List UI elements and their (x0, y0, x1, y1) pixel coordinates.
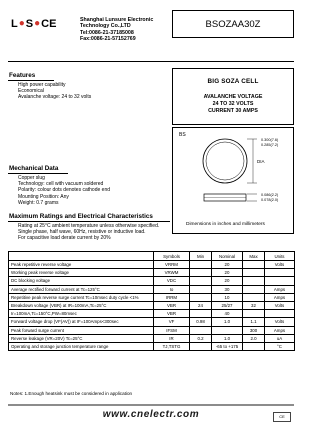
desc-line-3: CURRENT 30 AMPS (208, 107, 258, 114)
table-cell: Peak repetitive reverse voltage (9, 261, 154, 269)
table-cell: Amps (265, 293, 295, 301)
mechanical-item: Weight: 0.7 grams (18, 199, 59, 206)
table-cell: Io (154, 285, 190, 293)
table-cell: -65 to +175 (212, 342, 243, 350)
col-header-nominal: Nominal (212, 252, 243, 261)
table-cell: 0.2 (190, 334, 212, 342)
table-cell: 30 (212, 285, 243, 293)
table-cell (243, 342, 265, 350)
table-cell (190, 326, 212, 334)
table-cell: Ir=100mA,Tc=150°C,PW=80msec (9, 310, 154, 318)
table-cell (265, 277, 295, 285)
table-row (9, 318, 295, 326)
part-number: BSOZAA30Z (205, 18, 261, 30)
feature-item: Avalanche voltage: 24 to 32 volts (18, 94, 92, 101)
table-cell: VRRM (154, 261, 190, 269)
description-box (172, 68, 294, 125)
table-cell: Operating and storage junction temperature range (9, 342, 154, 350)
table-cell (243, 285, 265, 293)
table-cell: Breakdown voltage (VBR) at IR=100mA,Tc=25°C (9, 301, 154, 309)
features-title: Features (9, 72, 36, 79)
mechanical-list (18, 175, 110, 206)
dim-bottom-2: 0.078(2.0) (261, 198, 279, 202)
table-cell: Volts (265, 261, 295, 269)
table-cell: 1.1 (243, 318, 265, 326)
table-cell (190, 310, 212, 318)
table-cell: 32 (243, 301, 265, 309)
table-cell (190, 285, 212, 293)
table-cell: 1.0 (212, 318, 243, 326)
part-number-box (172, 10, 294, 38)
desc-line-2: 24 TO 32 VOLTS (212, 100, 254, 107)
table-cell: IRRM (154, 293, 190, 301)
table-cell: Amps (265, 285, 295, 293)
table-cell: 10 (212, 293, 243, 301)
company-fax: Fax:0086-21-57152769 (80, 36, 136, 43)
table-cell (243, 277, 265, 285)
table-cell: °C (265, 342, 295, 350)
ratings-title: Maximum Ratings and Electrical Characteristics (9, 213, 153, 220)
company-logo: L ● S ● CE (11, 18, 57, 30)
cell-inner-outline (206, 142, 244, 180)
dim-top-2: 0.285(7.2) (261, 143, 279, 147)
website-link[interactable]: www.cnelectr.com (102, 409, 200, 420)
table-cell: Amps (265, 326, 295, 334)
table-cell: 20 (212, 261, 243, 269)
company-name: Shanghai Lunsure Electronic (80, 17, 154, 23)
table-cell (190, 293, 212, 301)
table-row (9, 261, 295, 269)
col-header-symbols: Symbols (154, 252, 190, 261)
table-row (9, 301, 295, 309)
dia-label: DIA (257, 159, 265, 164)
table-cell: IR (154, 334, 190, 342)
dimensions-note: Dimensions in inches and millimeters (186, 222, 265, 227)
table-cell (190, 269, 212, 277)
col-header-units: Units (265, 252, 295, 261)
table-cell (243, 269, 265, 277)
mechanical-item: Polarity: colour dots denotes cathode end (18, 187, 111, 194)
table-cell: Reverse leakage (VR=20V) Tc=25°C (9, 334, 154, 342)
company-info (80, 17, 153, 43)
table-cell: Volts (265, 318, 295, 326)
table-cell: 40 (212, 310, 243, 318)
rating-line: For capacitive load derate current by 20% (18, 235, 111, 242)
desc-line-1: AVALANCHE VOLTAGE (203, 94, 263, 100)
table-cell: VBR (154, 301, 190, 309)
company-name-2: Technology Co.,LTD (80, 23, 131, 30)
rating-line: Single phase, half wave, 60Hz, resistive or inductive load. (18, 229, 146, 236)
spec-table (8, 251, 295, 351)
table-cell: uA (265, 334, 295, 342)
dim-top-1: 0.300(7.6) (261, 138, 279, 142)
footer-divider (8, 404, 294, 406)
table-cell: IFSM (154, 326, 190, 334)
cell-outline (203, 139, 247, 183)
table-cell: Working peak reverse voltage (9, 269, 154, 277)
table-cell: VBR (154, 310, 190, 318)
table-cell (190, 261, 212, 269)
table-cell: 1.0 (212, 334, 243, 342)
table-cell (265, 269, 295, 277)
features-list (18, 82, 91, 101)
table-row (9, 293, 295, 301)
notes: Notes: 1.Enough heatsink must be considered in application (10, 391, 133, 396)
table-cell: Repetitive peak reverse surge current Tc=10msec duty cycle <1% (9, 293, 154, 301)
table-cell (243, 310, 265, 318)
table-cell: DC blocking voltage (9, 277, 154, 285)
table-row (9, 310, 295, 318)
table-row (9, 277, 295, 285)
table-row (9, 285, 295, 293)
col-header-param (9, 252, 154, 261)
table-row (9, 326, 295, 334)
table-cell: Forward voltage drop (VF(AV)) at IF=100Amps<300sec (9, 318, 154, 326)
table-cell (265, 310, 295, 318)
product-title: BIG SOZA CELL (207, 78, 259, 85)
mechanical-title: Mechanical Data (9, 165, 59, 172)
mechanical-item: Technology: cell with vacuum soldered (18, 181, 104, 188)
table-cell: 20 (212, 277, 243, 285)
mechanical-item: Copper slug (18, 175, 45, 181)
table-row (9, 269, 295, 277)
ce-stamp: CE (273, 412, 291, 422)
mechanical-item: Mounting Position: Any (18, 193, 69, 200)
table-cell (212, 326, 243, 334)
header-divider (8, 61, 294, 62)
table-cell: Peak forward surge current (9, 326, 154, 334)
rating-line: Rating at 25°C ambient temperature unless otherwise specified. (18, 223, 160, 229)
table-cell: 20 (212, 269, 243, 277)
ratings-underline (8, 221, 170, 222)
table-cell: 0.98 (190, 318, 212, 326)
feature-item: Economical (18, 88, 44, 95)
table-header-row (9, 252, 295, 261)
table-row (9, 342, 295, 350)
table-cell: 25/27 (212, 301, 243, 309)
package-diagram (172, 127, 294, 234)
table-cell: 300 (243, 326, 265, 334)
feature-item: High power capability (18, 82, 66, 88)
table-cell: Average rectified forward current at Tc=125°C (9, 285, 154, 293)
features-underline (8, 80, 54, 81)
table-row (9, 334, 295, 342)
company-tel: Tel:0086-21-37185008 (80, 29, 134, 36)
table-cell (190, 342, 212, 350)
table-cell: VRWM (154, 269, 190, 277)
package-drawing (173, 128, 293, 233)
table-cell: 2.0 (243, 334, 265, 342)
diagram-label: BS (179, 132, 186, 138)
table-cell: VDC (154, 277, 190, 285)
col-header-max: Max (243, 252, 265, 261)
table-cell: Volts (265, 301, 295, 309)
ratings-notes (18, 223, 159, 242)
table-cell (190, 277, 212, 285)
table-cell (243, 261, 265, 269)
table-cell: TJ,TSTG (154, 342, 190, 350)
table-cell (243, 293, 265, 301)
table-cell: VF (154, 318, 190, 326)
table-cell: 24 (190, 301, 212, 309)
dim-bottom-1: 0.086(2.2) (261, 193, 279, 197)
mechanical-underline (8, 173, 68, 174)
col-header-min: Min (190, 252, 212, 261)
